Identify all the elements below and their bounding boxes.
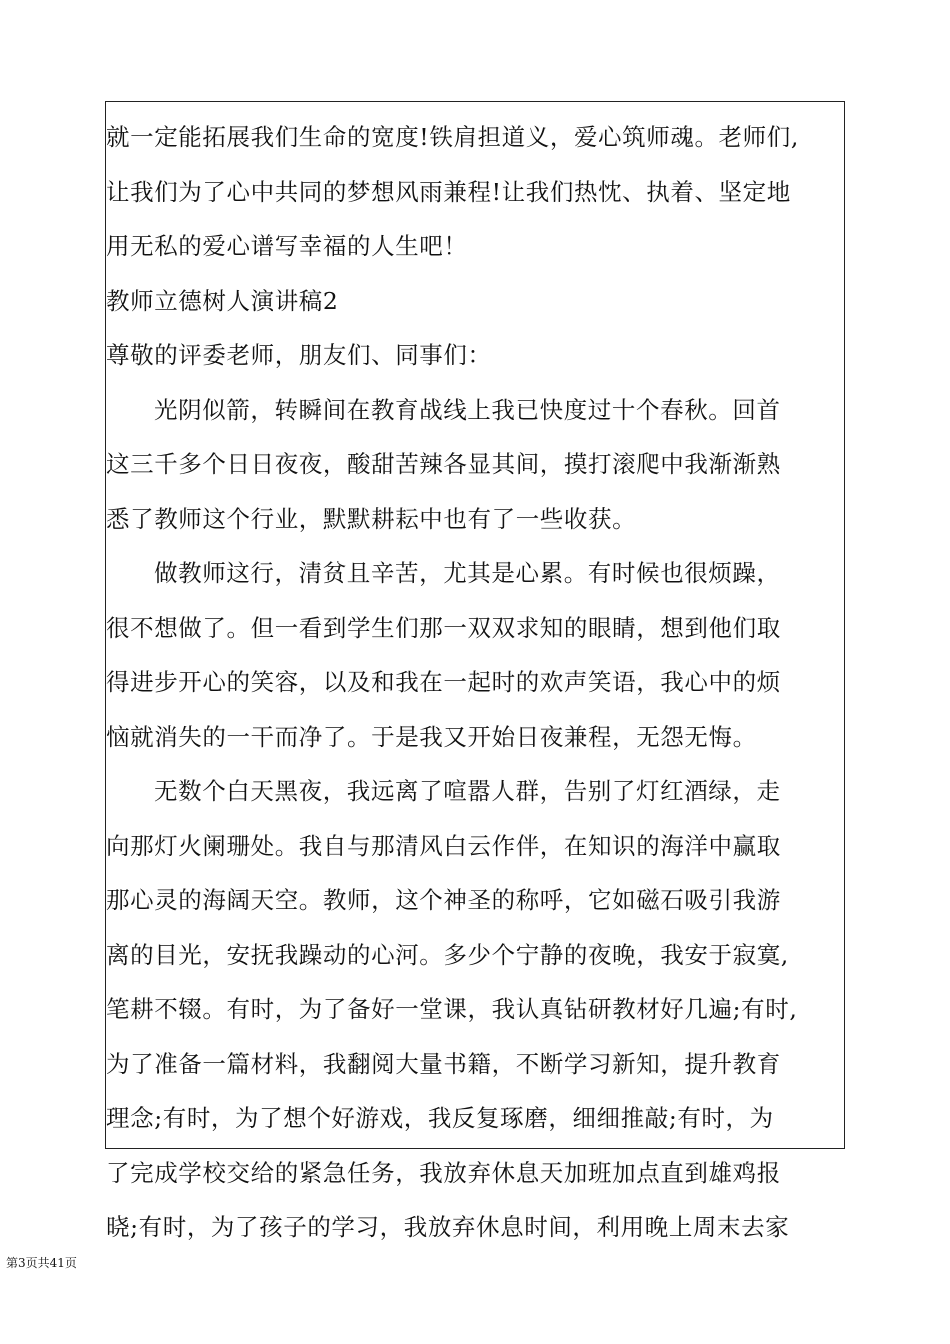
text-line: 悉了教师这个行业，默默耕耘中也有了一些收获。: [106, 504, 637, 533]
page-number: 第3页共41页: [6, 1256, 77, 1270]
text-line: 这三千多个日日夜夜，酸甜苦辣各显其间，摸打滚爬中我渐渐熟: [106, 450, 781, 478]
salutation: 尊敬的评委老师，朋友们、同事们：: [106, 341, 492, 369]
text-line: 就一定能拓展我们生命的宽度!铁肩担道义，爱心筑师魂。老师们,: [106, 123, 799, 151]
text-line: 恼就消失的一干而净了。于是我又开始日夜兼程，无怨无悔。: [106, 722, 757, 751]
document-body: [106, 110, 851, 1255]
text-line: 理念;有时，为了想个好游戏，我反复琢磨，细细推敲;有时，为: [106, 1104, 774, 1132]
text-line: 向那灯火阑珊处。我自与那清风白云作伴，在知识的海洋中赢取: [106, 831, 781, 860]
text-line: 晓;有时，为了孩子的学习，我放弃休息时间，利用晚上周末去家: [106, 1213, 790, 1241]
paragraph-start: 做教师这行，清贫且辛苦，尤其是心累。有时候也很烦躁，: [154, 559, 781, 587]
section-title: 教师立德树人演讲稿2: [106, 286, 339, 315]
paragraph-start: 无数个白天黑夜，我远离了喧嚣人群，告别了灯红酒绿，走: [154, 777, 781, 805]
text-line: 为了准备一篇材料，我翻阅大量书籍，不断学习新知，提升教育: [106, 1049, 781, 1078]
text-line: 让我们为了心中共同的梦想风雨兼程!让我们热忱、执着、坚定地: [106, 177, 791, 206]
paragraph-start: 光阴似箭，转瞬间在教育战线上我已快度过十个春秋。回首: [154, 395, 781, 424]
text-line: 笔耕不辍。有时，为了备好一堂课，我认真钻研教材好几遍;有时,: [106, 995, 798, 1023]
text-line: 了完成学校交给的紧急任务，我放弃休息天加班加点直到雄鸡报: [106, 1158, 781, 1187]
text-line: 用无私的爱心谱写幸福的人生吧！: [106, 232, 468, 260]
text-line: 得进步开心的笑容，以及和我在一起时的欢声笑语，我心中的烦: [106, 668, 781, 696]
text-line: 那心灵的海阔天空。教师，这个神圣的称呼，它如磁石吸引我游: [106, 886, 781, 914]
text-line: 离的目光，安抚我躁动的心河。多少个宁静的夜晚，我安于寂寞,: [106, 940, 789, 969]
text-line: 很不想做了。但一看到学生们那一双双求知的眼睛，想到他们取: [106, 613, 781, 642]
